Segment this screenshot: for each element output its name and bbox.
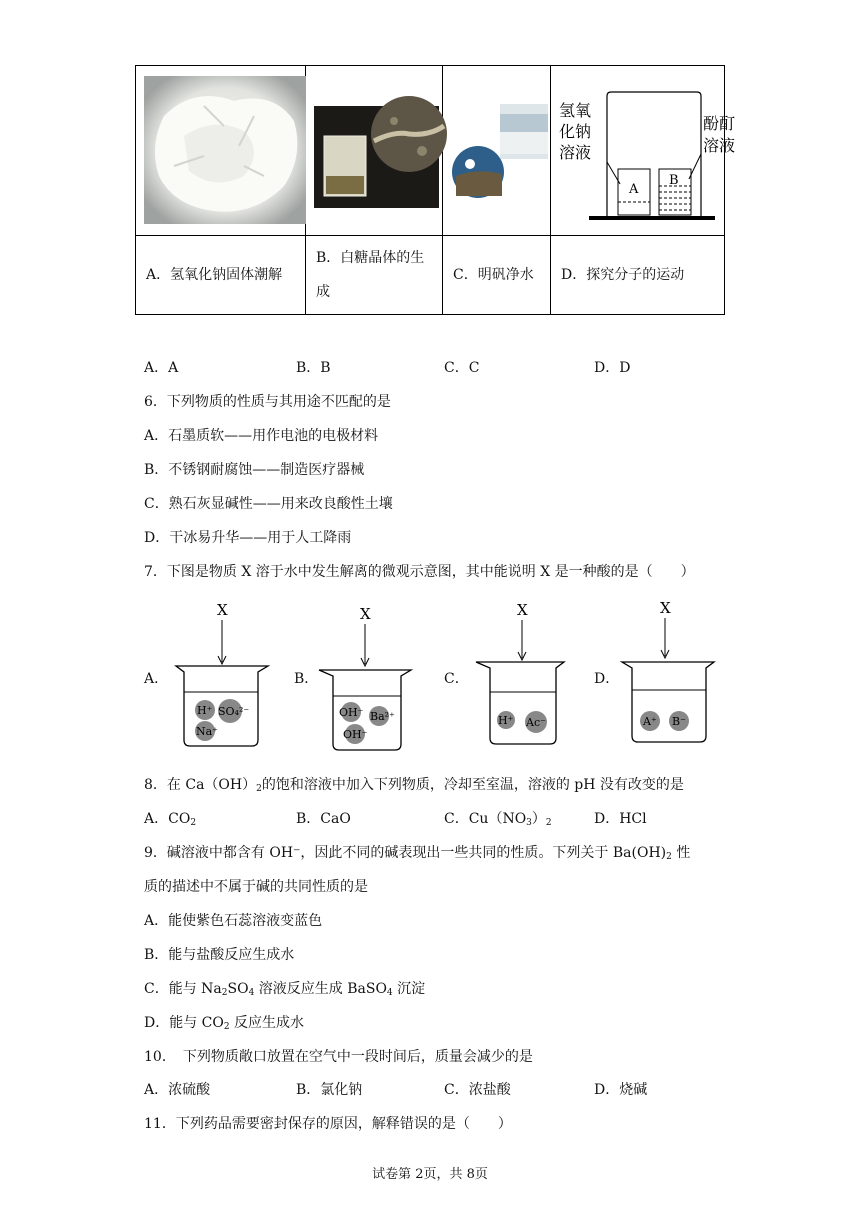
q9-stem-line2: 质的描述中不属于碱的共同性质的是	[144, 879, 368, 895]
q6-option-c: C．熟石灰显碱性——用来改良酸性土壤	[144, 496, 393, 512]
q5-option-b: B．B	[296, 360, 331, 376]
q8-option-a: A．$CO_2$	[144, 811, 197, 828]
q7-beaker-a	[172, 600, 272, 750]
q8-option-b: B．CaO	[296, 811, 351, 827]
q9-option-c: C．能与 $Na_2SO_4$ 溶液反应生成 BaSO$_4$ 沉淀	[144, 981, 426, 998]
diagram-label-phenol-1: 酚酊	[703, 114, 736, 133]
ion-oh: OH⁻	[339, 706, 364, 719]
q6-option-b: B．不锈钢耐腐蚀——制造医疗器械	[144, 462, 365, 478]
q9-option-b: B．能与盐酸反应生成水	[144, 947, 295, 963]
beaker-a-label: A	[629, 182, 639, 197]
q8-option-c: C．$Cu(NO_3)_2$	[444, 811, 552, 828]
molecule-motion-diagram	[555, 74, 736, 224]
x-label: X	[217, 601, 228, 619]
caption-d: D．探究分子的运动	[551, 236, 725, 315]
q7-label-c: C．	[444, 671, 469, 687]
q7-stem: 7．下图是物质 X 溶于水中发生解离的微观示意图，其中能说明 X 是一种酸的是（ ）	[144, 564, 695, 580]
diagram-label-naoh-2: 化钠	[559, 122, 592, 141]
alum-water-photo	[448, 104, 548, 199]
q11-stem: 11．下列药品需要密封保存的原因，解释错误的是（ ）	[144, 1116, 512, 1132]
picture-cell-b	[306, 66, 443, 236]
q10-option-d: D．烧碱	[594, 1082, 648, 1098]
q9-stem-line1: 9．碱溶液中都含有 OH⁻，因此不同的碱表现出一些共同的性质。下列关于 $Ba(OH)_2$ 性	[144, 845, 691, 862]
q6-option-a: A．石墨质软——用作电池的电极材料	[144, 428, 379, 444]
ion-b: B⁻	[672, 715, 686, 728]
q10-option-c: C．浓盐酸	[444, 1082, 511, 1098]
q6-option-d: D．干冰易升华——用于人工降雨	[144, 530, 352, 546]
q5-option-c: C．C	[444, 360, 480, 376]
q8-option-d: D．HCl	[594, 811, 647, 827]
picture-cell-c	[443, 66, 551, 236]
picture-cell-d	[551, 66, 736, 236]
q5-option-a: A．A	[144, 360, 179, 376]
caption-b	[306, 236, 443, 315]
q7-label-d: D．	[594, 671, 620, 687]
q10-stem: 10． 下列物质敞口放置在空气中一段时间后，质量会减少的是	[144, 1049, 533, 1065]
q10-option-a: A．浓硫酸	[144, 1082, 211, 1098]
q7-label-a: A．	[144, 671, 169, 687]
q7-beaker-d	[620, 598, 720, 748]
x-label: X	[660, 599, 671, 617]
diagram-label-phenol-2: 溶液	[703, 136, 736, 155]
beaker-b-label: B	[669, 173, 679, 188]
caption-c: C．明矾净水	[443, 236, 551, 315]
caption-b-line2: 成	[316, 284, 330, 300]
caption-a: A．氢氧化钠固体潮解	[136, 236, 306, 315]
picture-cell-a	[136, 66, 306, 236]
ion-h: H⁺	[197, 704, 213, 717]
q10-option-b: B．氯化钠	[296, 1082, 363, 1098]
ion-na: Na⁺	[196, 725, 218, 738]
q6-stem: 6．下列物质的性质与其用途不匹配的是	[144, 394, 391, 410]
q7-beaker-b	[315, 604, 415, 754]
q7-beaker-c	[472, 600, 572, 750]
ion-oh: OH⁻	[343, 728, 368, 741]
naoh-solid-photo	[144, 76, 306, 224]
ion-h: H⁺	[498, 714, 514, 727]
q9-option-a: A．能使紫色石蕊溶液变蓝色	[144, 913, 323, 929]
ion-ac: Ac⁻	[526, 716, 546, 729]
caption-b-line1: B．白糖晶体的生	[316, 250, 425, 266]
diagram-label-naoh-3: 溶液	[559, 143, 592, 162]
ion-ba: Ba²⁺	[370, 710, 395, 723]
x-label: X	[517, 601, 528, 619]
ion-so4: SO₄²⁻	[218, 705, 250, 718]
sugar-crystal-photo	[314, 96, 439, 208]
page-footer: 试卷第 2页，共 8页	[372, 1167, 488, 1182]
q7-label-b: B．	[294, 671, 319, 687]
q8-stem: 8．在 $Ca(OH)_2$的饱和溶液中加入下列物质，冷却至室温，溶液的 pH 没有改变的是	[144, 777, 684, 794]
diagram-label-naoh-1: 氢氧	[559, 101, 592, 120]
experiment-picture-table	[135, 65, 736, 315]
ion-a: A⁺	[643, 715, 657, 728]
q5-option-d: D．D	[594, 360, 631, 376]
q9-option-d: D．能与 $CO_2$ 反应生成水	[144, 1015, 305, 1032]
x-label: X	[360, 605, 371, 623]
